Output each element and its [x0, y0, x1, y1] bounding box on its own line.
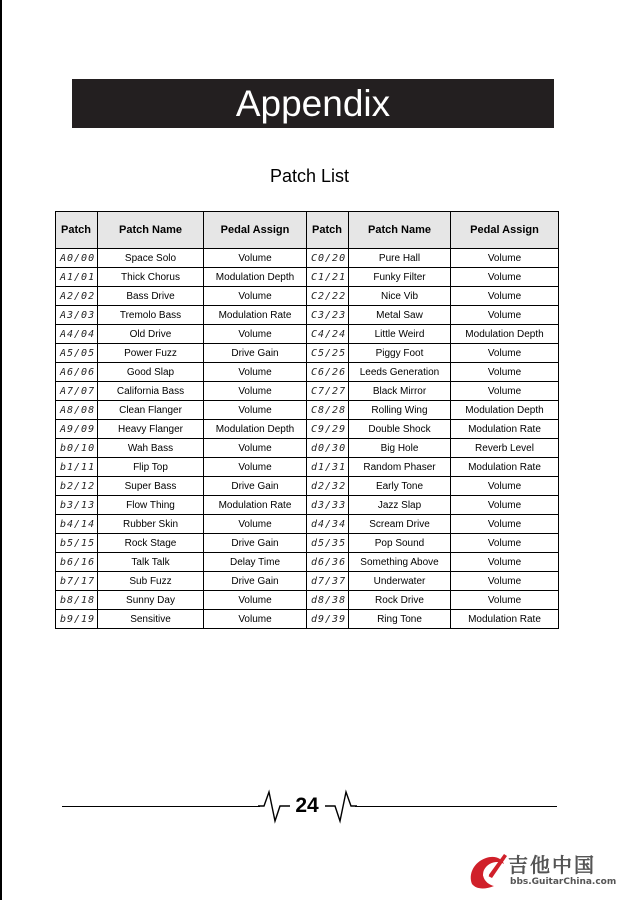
patch-name-cell: Wah Bass — [98, 439, 204, 458]
pedal-assign-cell: Modulation Rate — [204, 496, 307, 515]
patch-code-cell: A0/00 — [56, 249, 98, 268]
patch-code-2-cell: d1/31 — [307, 458, 349, 477]
table-row — [56, 382, 559, 401]
pedal-assign-cell: Volume — [204, 287, 307, 306]
watermark-text: 吉他中国 — [508, 853, 596, 877]
pedal-assign-cell: Modulation Rate — [204, 306, 307, 325]
patch-name-2-cell: Black Mirror — [349, 382, 451, 401]
patch-code-cell: b0/10 — [56, 439, 98, 458]
pedal-assign-2-cell: Volume — [451, 363, 559, 382]
table-row — [56, 477, 559, 496]
patch-code-2-cell: C8/28 — [307, 401, 349, 420]
patch-code-cell: A8/08 — [56, 401, 98, 420]
pedal-assign-2-cell: Volume — [451, 268, 559, 287]
table-row — [56, 401, 559, 420]
pedal-assign-2-cell: Volume — [451, 572, 559, 591]
patch-name-cell: Rock Stage — [98, 534, 204, 553]
patch-code-2-cell: C7/27 — [307, 382, 349, 401]
patch-code-cell: A7/07 — [56, 382, 98, 401]
patch-name-cell: Clean Flanger — [98, 401, 204, 420]
table-row — [56, 268, 559, 287]
pedal-assign-2-cell: Volume — [451, 477, 559, 496]
pedal-assign-cell: Volume — [204, 363, 307, 382]
pedal-assign-cell: Modulation Depth — [204, 420, 307, 439]
footer-rule-left — [62, 806, 260, 807]
patch-name-cell: Talk Talk — [98, 553, 204, 572]
patch-name-cell: Heavy Flanger — [98, 420, 204, 439]
pedal-assign-2-cell: Volume — [451, 344, 559, 363]
patch-name-2-cell: Ring Tone — [349, 610, 451, 629]
patch-name-cell: Space Solo — [98, 249, 204, 268]
section-title: Patch List — [269, 166, 350, 186]
pedal-assign-cell: Volume — [204, 515, 307, 534]
patch-code-cell: A2/02 — [56, 287, 98, 306]
table-header-row — [56, 212, 559, 249]
footer-wave-left-icon — [258, 788, 290, 824]
pedal-assign-cell: Volume — [204, 249, 307, 268]
table-row — [56, 515, 559, 534]
patch-list-table — [55, 211, 559, 629]
patch-name-2-cell: Rolling Wing — [349, 401, 451, 420]
table-row — [56, 553, 559, 572]
patch-name-cell: Rubber Skin — [98, 515, 204, 534]
column-header-patch-name-2: Patch Name — [349, 212, 451, 249]
page-left-border — [0, 0, 2, 900]
patch-code-2-cell: C2/22 — [307, 287, 349, 306]
pedal-assign-cell: Volume — [204, 591, 307, 610]
patch-name-2-cell: Double Shock — [349, 420, 451, 439]
patch-code-cell: b1/11 — [56, 458, 98, 477]
patch-code-cell: b2/12 — [56, 477, 98, 496]
table-row — [56, 325, 559, 344]
patch-name-2-cell: Something Above — [349, 553, 451, 572]
pedal-assign-2-cell: Volume — [451, 496, 559, 515]
patch-name-2-cell: Pop Sound — [349, 534, 451, 553]
page-title: Appendix — [235, 82, 391, 124]
table-row — [56, 287, 559, 306]
patch-name-cell: Power Fuzz — [98, 344, 204, 363]
patch-code-2-cell: C1/21 — [307, 268, 349, 287]
table-row — [56, 458, 559, 477]
pedal-assign-2-cell: Modulation Rate — [451, 610, 559, 629]
pedal-assign-cell: Delay Time — [204, 553, 307, 572]
table-row — [56, 591, 559, 610]
patch-name-2-cell: Big Hole — [349, 439, 451, 458]
patch-code-2-cell: d2/32 — [307, 477, 349, 496]
footer-wave-right-icon — [325, 788, 357, 824]
table-row — [56, 306, 559, 325]
patch-code-cell: b3/13 — [56, 496, 98, 515]
patch-code-cell: A5/05 — [56, 344, 98, 363]
patch-name-2-cell: Scream Drive — [349, 515, 451, 534]
patch-code-2-cell: C9/29 — [307, 420, 349, 439]
pedal-assign-cell: Volume — [204, 439, 307, 458]
pedal-assign-2-cell: Reverb Level — [451, 439, 559, 458]
table-row — [56, 249, 559, 268]
patch-name-cell: Sensitive — [98, 610, 204, 629]
table-row — [56, 534, 559, 553]
patch-name-cell: Super Bass — [98, 477, 204, 496]
patch-name-cell: Sunny Day — [98, 591, 204, 610]
patch-name-2-cell: Early Tone — [349, 477, 451, 496]
patch-name-2-cell: Piggy Foot — [349, 344, 451, 363]
patch-code-cell: A9/09 — [56, 420, 98, 439]
patch-code-cell: b9/19 — [56, 610, 98, 629]
patch-name-cell: Good Slap — [98, 363, 204, 382]
pedal-assign-2-cell: Modulation Rate — [451, 458, 559, 477]
patch-name-2-cell: Nice Vib — [349, 287, 451, 306]
patch-name-cell: Flip Top — [98, 458, 204, 477]
pedal-assign-2-cell: Volume — [451, 306, 559, 325]
patch-code-cell: b7/17 — [56, 572, 98, 591]
table-row — [56, 496, 559, 515]
table-row — [56, 610, 559, 629]
pedal-assign-cell: Modulation Depth — [204, 268, 307, 287]
patch-name-2-cell: Metal Saw — [349, 306, 451, 325]
patch-name-cell: Thick Chorus — [98, 268, 204, 287]
table-row — [56, 439, 559, 458]
pedal-assign-2-cell: Volume — [451, 534, 559, 553]
patch-code-2-cell: C5/25 — [307, 344, 349, 363]
patch-code-2-cell: d8/38 — [307, 591, 349, 610]
patch-code-cell: b5/15 — [56, 534, 98, 553]
column-header-pedal-assign-2: Pedal Assign — [451, 212, 559, 249]
patch-name-cell: California Bass — [98, 382, 204, 401]
pedal-assign-2-cell: Modulation Depth — [451, 401, 559, 420]
table-row — [56, 420, 559, 439]
patch-code-cell: b6/16 — [56, 553, 98, 572]
pedal-assign-cell: Volume — [204, 610, 307, 629]
watermark-url: bbs.GuitarChina.com — [510, 877, 617, 887]
pedal-assign-cell: Drive Gain — [204, 477, 307, 496]
footer-rule-right — [355, 806, 557, 807]
patch-code-cell: A4/04 — [56, 325, 98, 344]
pedal-assign-2-cell: Volume — [451, 515, 559, 534]
patch-code-2-cell: d6/36 — [307, 553, 349, 572]
patch-code-cell: b4/14 — [56, 515, 98, 534]
pedal-assign-2-cell: Volume — [451, 249, 559, 268]
page-number: 24 — [295, 794, 319, 817]
patch-code-2-cell: d0/30 — [307, 439, 349, 458]
patch-name-2-cell: Funky Filter — [349, 268, 451, 287]
pedal-assign-2-cell: Modulation Rate — [451, 420, 559, 439]
patch-code-2-cell: d9/39 — [307, 610, 349, 629]
patch-code-2-cell: d5/35 — [307, 534, 349, 553]
patch-name-cell: Tremolo Bass — [98, 306, 204, 325]
pedal-assign-cell: Drive Gain — [204, 534, 307, 553]
patch-code-cell: A6/06 — [56, 363, 98, 382]
pedal-assign-cell: Volume — [204, 382, 307, 401]
table-body — [56, 249, 559, 629]
page-title-banner — [72, 79, 554, 128]
patch-name-2-cell: Rock Drive — [349, 591, 451, 610]
column-header-patch-2: Patch — [307, 212, 349, 249]
patch-code-2-cell: C6/26 — [307, 363, 349, 382]
pedal-assign-2-cell: Modulation Depth — [451, 325, 559, 344]
patch-name-2-cell: Underwater — [349, 572, 451, 591]
patch-code-2-cell: d4/34 — [307, 515, 349, 534]
pedal-assign-2-cell: Volume — [451, 553, 559, 572]
patch-name-cell: Old Drive — [98, 325, 204, 344]
patch-name-cell: Flow Thing — [98, 496, 204, 515]
patch-name-cell: Bass Drive — [98, 287, 204, 306]
patch-name-cell: Sub Fuzz — [98, 572, 204, 591]
pedal-assign-cell: Drive Gain — [204, 344, 307, 363]
patch-code-2-cell: C0/20 — [307, 249, 349, 268]
table-row — [56, 344, 559, 363]
pedal-assign-2-cell: Volume — [451, 382, 559, 401]
column-header-patch: Patch — [56, 212, 98, 249]
pedal-assign-cell: Volume — [204, 401, 307, 420]
pedal-assign-cell: Drive Gain — [204, 572, 307, 591]
patch-name-2-cell: Jazz Slap — [349, 496, 451, 515]
patch-code-2-cell: C3/23 — [307, 306, 349, 325]
patch-name-2-cell: Pure Hall — [349, 249, 451, 268]
pedal-assign-cell: Volume — [204, 458, 307, 477]
patch-code-2-cell: C4/24 — [307, 325, 349, 344]
pedal-assign-cell: Volume — [204, 325, 307, 344]
table-row — [56, 572, 559, 591]
pedal-assign-2-cell: Volume — [451, 591, 559, 610]
pedal-assign-2-cell: Volume — [451, 287, 559, 306]
patch-code-2-cell: d7/37 — [307, 572, 349, 591]
table-row — [56, 363, 559, 382]
patch-name-2-cell: Leeds Generation — [349, 363, 451, 382]
patch-name-2-cell: Random Phaser — [349, 458, 451, 477]
patch-code-cell: b8/18 — [56, 591, 98, 610]
patch-name-2-cell: Little Weird — [349, 325, 451, 344]
patch-code-2-cell: d3/33 — [307, 496, 349, 515]
column-header-patch-name: Patch Name — [98, 212, 204, 249]
patch-code-cell: A1/01 — [56, 268, 98, 287]
column-header-pedal-assign: Pedal Assign — [204, 212, 307, 249]
patch-code-cell: A3/03 — [56, 306, 98, 325]
